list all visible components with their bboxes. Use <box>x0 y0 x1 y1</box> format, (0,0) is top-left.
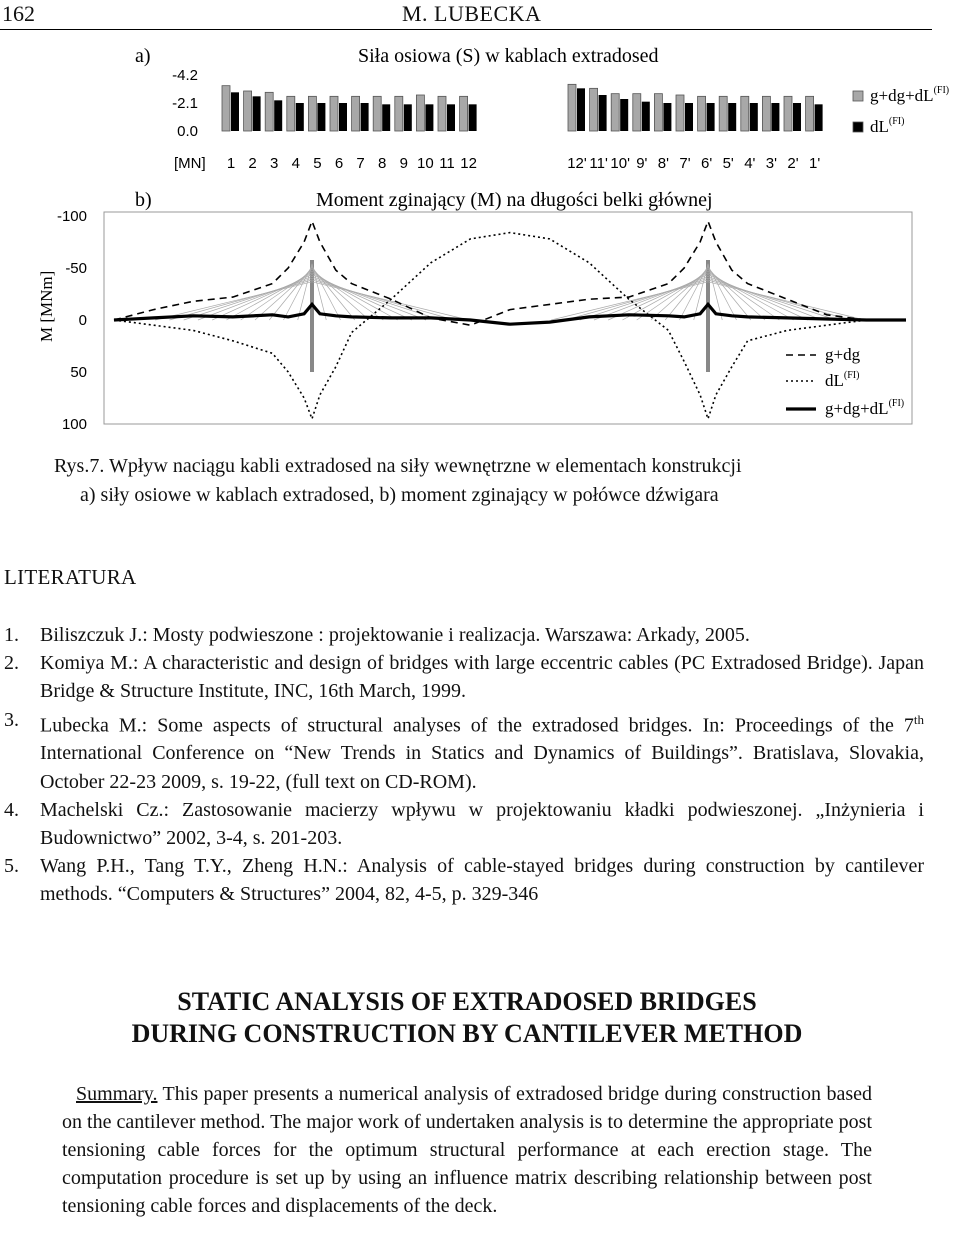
reference-text: Biliszczuk J.: Mosty podwieszone : projektowanie i realizacja. Warszawa: Arkady, 2005. <box>40 624 750 646</box>
bar-g+dg+dL <box>265 92 273 131</box>
reference-text: Komiya M.: A characteristic and design of bridges with large eccentric cables (PC Extradosed Bridge). Japan Bridge & Structure Institute, INC, 16th March, 1999. <box>40 652 924 703</box>
reference-item <box>4 649 924 705</box>
x-tick-label: 2' <box>787 155 799 172</box>
panel-a-label: a) <box>135 45 151 67</box>
panel-a-title: Siła osiowa (S) w kablach extradosed <box>358 45 659 67</box>
bar-dL <box>599 95 607 131</box>
y-tick-label: 100 <box>61 416 87 433</box>
legend-label: $g+dg+dL^{(FI)}$ <box>870 85 950 105</box>
cable <box>155 282 312 320</box>
y-tick-label: -100 <box>56 208 87 225</box>
bar-g+dg+dL <box>741 96 749 131</box>
bar-dL <box>361 103 369 131</box>
legend-superscript: (FI) <box>888 398 905 409</box>
bar-g+dg+dL <box>654 94 662 131</box>
panel-a-y-unit: [MN] <box>174 155 206 172</box>
legend-superscript: (FI) <box>843 370 860 381</box>
y-tick-label: -2.1 <box>172 95 198 112</box>
y-tick-label: 50 <box>70 364 87 381</box>
figure-7 <box>0 0 960 445</box>
bar-dL <box>771 103 779 131</box>
bar-g+dg+dL <box>806 96 814 131</box>
bar-g+dg+dL <box>373 96 381 131</box>
bar-g+dg+dL <box>416 95 424 131</box>
x-tick-label: 1 <box>226 155 236 172</box>
reference-text: Wang P.H., Tang T.Y., Zheng H.N.: Analysis of cable-stayed bridges during construction by cantilever methods. “Computers & Structures” 2004, 82, 4-5, p. 329-346 <box>40 855 924 906</box>
panel-a-legend <box>853 85 949 136</box>
bar-g+dg+dL <box>244 91 252 131</box>
x-tick-label: 2 <box>248 155 257 172</box>
legend-label: g+dg <box>825 345 861 364</box>
x-tick-label: 1' <box>808 155 821 172</box>
reference-text-part: Lubecka M.: Some aspects of structural analyses of the extradosed bridges. In: Proceedings of the 7 <box>40 714 914 737</box>
x-tick-label: 11' <box>589 155 608 172</box>
reference-number: 5. <box>4 855 19 878</box>
cable <box>226 273 312 320</box>
x-tick-label: 4' <box>744 155 756 172</box>
y-tick-label: 0 <box>78 312 87 329</box>
caption-line-2: a) siły osiowe w kablach extradosed, b) moment zginający w połówce dźwigara <box>80 484 719 506</box>
bar-dL <box>707 103 715 131</box>
y-tick-label: 0.0 <box>177 123 198 140</box>
bar-g+dg+dL <box>352 96 360 131</box>
bar-g+dg+dL <box>438 96 446 131</box>
literature-heading: LITERATURA <box>4 565 137 589</box>
bar-g+dg+dL <box>719 96 727 131</box>
bar-dL <box>577 88 585 131</box>
x-tick-label: 3 <box>270 155 279 172</box>
summary-title-line-1: STATIC ANALYSIS OF EXTRADOSED BRIDGES <box>177 987 757 1016</box>
legend-swatch <box>853 91 863 101</box>
reference-text <box>40 706 924 796</box>
x-tick-label: 5 <box>313 155 322 172</box>
bar-g+dg+dL <box>330 96 338 131</box>
bar-g+dg+dL <box>308 96 316 131</box>
x-tick-label: 7' <box>679 155 691 172</box>
bar-g+dg+dL <box>611 94 619 131</box>
y-tick-label: -4.2 <box>172 67 198 84</box>
cable <box>622 273 708 320</box>
panel-b <box>37 189 912 433</box>
x-tick-label: 4 <box>291 155 300 172</box>
bar-dL <box>728 103 736 131</box>
panel-b-y-ticks <box>57 208 87 433</box>
x-tick-label: 7 <box>356 155 365 172</box>
reference-item <box>4 621 924 649</box>
bar-dL <box>317 103 325 131</box>
bar-g+dg+dL <box>287 96 295 131</box>
x-tick-label: 12 <box>460 155 477 172</box>
reference-number: 3. <box>4 708 19 731</box>
bar-dL <box>750 103 758 131</box>
legend-label: $g+dg+dL^{(FI)}$ <box>825 398 905 418</box>
summary-title <box>0 986 934 1050</box>
cable <box>184 278 312 320</box>
cable <box>169 280 312 320</box>
bar-dL <box>231 92 239 131</box>
panel-a-y-ticks <box>172 67 198 140</box>
panel-b-legend <box>786 345 904 418</box>
reference-superscript: th <box>913 711 924 727</box>
panel-a-bars <box>222 84 823 131</box>
legend-label: $dL^{(FI)}$ <box>870 116 905 136</box>
summary-title-line-2: DURING CONSTRUCTION BY CANTILEVER METHOD <box>131 1019 803 1048</box>
reference-list <box>4 621 924 909</box>
reference-item <box>4 852 924 908</box>
bar-dL <box>663 103 671 131</box>
bar-dL <box>339 103 347 131</box>
summary-paragraph <box>62 1080 872 1220</box>
x-tick-label: 8' <box>657 155 670 172</box>
bar-dL <box>382 104 390 131</box>
bar-dL <box>469 104 477 131</box>
x-tick-label: 12' <box>567 155 587 172</box>
bar-g+dg+dL <box>698 96 706 131</box>
summary-body: This paper presents a numerical analysis of extradosed bridge during construction based on the cantilever method. The major work of undertaken analysis is to determine the appropriate post tensioning cable forces for the optimum structural performance at each erection stage. The computation procedure is set up by using an influence matrix describing relationship between post tensioning cable forces and displacements of the deck. <box>62 1083 872 1217</box>
bar-dL <box>425 104 433 131</box>
x-tick-label: 8 <box>378 155 387 172</box>
legend-label: $dL^{(FI)}$ <box>825 370 860 390</box>
x-tick-label: 9 <box>399 155 408 172</box>
series-line-g+dg <box>114 221 906 325</box>
series-line-g+dg+dL <box>114 304 906 324</box>
summary-lead: Summary. <box>76 1083 158 1105</box>
reference-text-part: International Conference on “New Trends in Statics and Dynamics of Buildings”. Bratislava, Slovakia, October 22-23 2009, s. 19-22, (full text on CD-ROM). <box>40 742 924 793</box>
panel-b-series <box>114 221 906 419</box>
bar-dL <box>296 103 304 131</box>
running-head-author: M. LUBECKA <box>402 1 542 26</box>
bar-dL <box>447 104 455 131</box>
x-tick-label: 3' <box>765 155 778 172</box>
x-tick-label: 5' <box>722 155 734 172</box>
bar-dL <box>642 102 650 131</box>
bar-g+dg+dL <box>633 94 641 131</box>
bar-dL <box>815 104 823 131</box>
bar-dL <box>253 96 261 131</box>
panel-a <box>135 45 949 172</box>
bar-g+dg+dL <box>784 96 792 131</box>
panel-b-title: Moment zginający (M) na długości belki głównej <box>316 189 713 211</box>
panel-b-y-label: M [MNm] <box>37 270 56 342</box>
x-tick-label: 11 <box>439 155 455 172</box>
x-tick-label: 6 <box>334 155 344 172</box>
page-number: 162 <box>2 1 35 26</box>
bar-dL <box>620 99 628 131</box>
panel-a-x-ticks <box>227 155 821 172</box>
bar-dL <box>274 100 282 131</box>
legend-superscript: (FI) <box>933 85 950 96</box>
bar-g+dg+dL <box>762 96 770 131</box>
y-tick-label: -50 <box>65 260 87 277</box>
reference-item <box>4 706 924 796</box>
x-tick-label: 10 <box>417 155 434 172</box>
panel-b-label: b) <box>135 189 152 211</box>
reference-number: 2. <box>4 652 19 675</box>
bar-g+dg+dL <box>395 96 403 131</box>
reference-text: Machelski Cz.: Zastosowanie macierzy wpływu w projektowaniu kładki podwieszonej. „Inżynieria i Budownictwo” 2002, 3-4, s. 201-203. <box>40 798 924 850</box>
reference-number: 1. <box>4 624 19 646</box>
caption-line-1: Rys.7. Wpływ naciągu kabli extradosed na siły wewnętrzne w elementach konstrukcji <box>54 455 742 477</box>
bar-g+dg+dL <box>676 95 684 131</box>
x-tick-label: 9' <box>636 155 648 172</box>
bar-g+dg+dL <box>568 84 576 131</box>
x-tick-label: 10' <box>610 155 630 172</box>
bar-dL <box>404 104 412 131</box>
bar-g+dg+dL <box>590 88 598 131</box>
reference-item <box>4 796 924 852</box>
bar-g+dg+dL <box>460 96 468 131</box>
figure-caption <box>54 452 934 510</box>
bar-dL <box>793 103 801 131</box>
bar-g+dg+dL <box>222 86 230 131</box>
legend-swatch <box>853 122 863 132</box>
legend-superscript: (FI) <box>888 116 905 127</box>
bar-dL <box>685 103 693 131</box>
x-tick-label: 6' <box>700 155 713 172</box>
reference-number: 4. <box>4 798 19 821</box>
